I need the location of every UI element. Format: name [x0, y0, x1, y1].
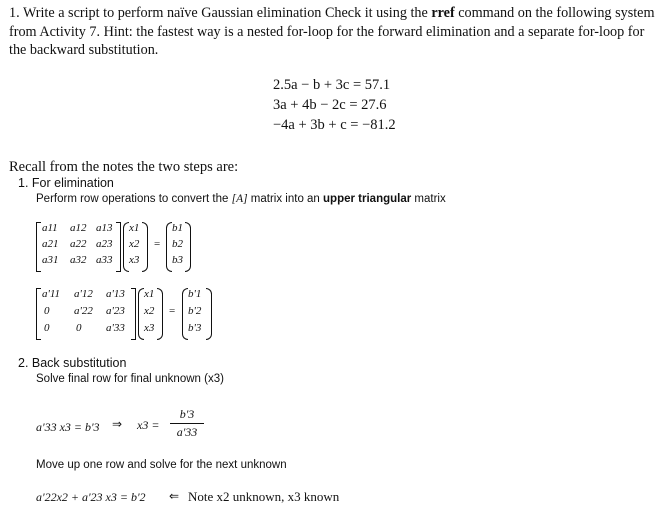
- matrix2-cell: a'11: [42, 288, 61, 300]
- matrix2-equals: =: [169, 305, 176, 317]
- back-eq-fraction: [170, 407, 204, 440]
- matrix2-b: b'1: [188, 288, 202, 300]
- step1-label: 1. For elimination: [18, 176, 114, 190]
- matrix1-cell: a12: [70, 222, 87, 234]
- equation-1: 2.5a − b + 3c = 57.1: [273, 77, 391, 93]
- matrix1-equals: =: [154, 238, 161, 250]
- matrix2-b: b'3: [188, 322, 202, 334]
- problem-text-b: command on the following system from Activity 7. Hint: the fastest way is a nested for-loop for the forward elimination and a separate for-loop for the backward substitution.: [9, 5, 655, 58]
- matrix2-cell: a'33: [106, 322, 125, 334]
- matrix2-b: b'2: [188, 305, 202, 317]
- matrix-equation-1: [36, 222, 216, 274]
- matrix2-cell: a'23: [106, 305, 125, 317]
- matrix1-cell: a13: [96, 222, 113, 234]
- matrix2-cell: a'12: [74, 288, 93, 300]
- matrix2-cell: a'22: [74, 305, 93, 317]
- move-up-instruction: Move up one row and solve for the next unknown: [36, 459, 287, 471]
- matrix1-cell: a33: [96, 254, 113, 266]
- problem-number: 1.: [9, 5, 20, 21]
- step1-text-c: matrix: [414, 193, 446, 205]
- problem-statement: [9, 4, 659, 60]
- recall-heading: Recall from the notes the two steps are:: [9, 159, 239, 175]
- back-eq-x3: x3 =: [137, 418, 160, 432]
- back-substitution-equation: [36, 418, 100, 436]
- matrix1-cell: a11: [42, 222, 58, 234]
- fraction-numerator: b'3: [179, 407, 195, 421]
- step2-label: 2. Back substitution: [18, 356, 127, 370]
- row2-equation: a'22x2 + a'23 x3 = b'2: [36, 490, 146, 504]
- back-eq-lhs: a'33 x3 = b'3: [36, 420, 100, 434]
- matrix1-cell: a22: [70, 238, 87, 250]
- step1-text-b: matrix into an: [250, 193, 320, 205]
- equation-2: 3a + 4b − 2c = 27.6: [273, 97, 387, 113]
- matrix1-cell: a32: [70, 254, 87, 266]
- matrix1-cell: a31: [42, 254, 59, 266]
- matrix2-cell: 0: [44, 322, 50, 334]
- matrix1-b: b2: [172, 238, 183, 250]
- matrix-A-symbol: [A]: [231, 193, 248, 205]
- matrix2-x: x3: [144, 322, 155, 334]
- rref-command: rref: [431, 5, 455, 21]
- matrix2-cell: 0: [76, 322, 82, 334]
- implies-arrow: ⇒: [112, 417, 123, 431]
- matrix-equation-2: [36, 288, 236, 344]
- matrix1-x: x3: [129, 254, 140, 266]
- matrix1-cell: a21: [42, 238, 59, 250]
- matrix2-x: x2: [144, 305, 155, 317]
- fraction-denominator: a'33: [176, 425, 198, 439]
- note-text: Note x2 unknown, x3 known: [188, 489, 340, 504]
- step1-text-a: Perform row operations to convert the: [36, 193, 229, 205]
- equation-system: [273, 75, 396, 135]
- matrix1-b: b3: [172, 254, 183, 266]
- equation-3: −4a + 3b + c = −81.2: [273, 117, 396, 133]
- left-arrow: ⇐: [169, 489, 180, 503]
- problem-text-a: Write a script to perform naïve Gaussian elimination Check it using the: [22, 5, 428, 21]
- matrix2-cell: a'13: [106, 288, 125, 300]
- upper-triangular-emphasis: upper triangular: [323, 193, 412, 205]
- matrix1-x: x1: [129, 222, 140, 234]
- matrix2-cell: 0: [44, 305, 50, 317]
- step1-description: [36, 193, 446, 205]
- matrix1-cell: a23: [96, 238, 113, 250]
- matrix2-x: x1: [144, 288, 155, 300]
- step2-description: Solve final row for final unknown (x3): [36, 373, 224, 385]
- matrix1-x: x2: [129, 238, 140, 250]
- matrix1-b: b1: [172, 222, 183, 234]
